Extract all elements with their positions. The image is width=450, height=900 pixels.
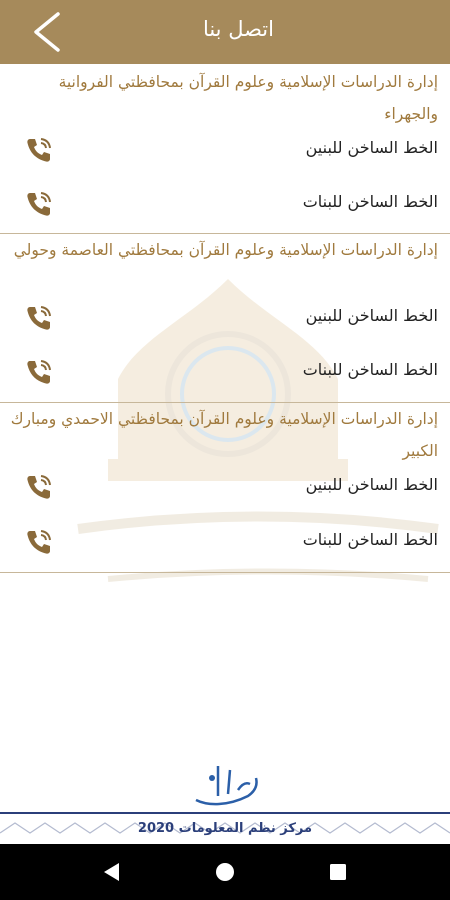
hotline-boys-row[interactable] — [0, 467, 450, 507]
quran-calligraphy-logo — [188, 756, 268, 812]
section-title: إدارة الدراسات الإسلامية وعلوم القرآن بمحافظتي الاحمدي ومبارك الكبير — [10, 410, 438, 460]
hotline-girls-row[interactable] — [0, 184, 450, 224]
hotline-label: الخط الساخن للبنين — [305, 138, 438, 157]
contact-list[interactable] — [0, 64, 450, 844]
hotline-label: الخط الساخن للبنات — [302, 192, 438, 211]
section-title: إدارة الدراسات الإسلامية وعلوم القرآن بمحافظتي العاصمة وحولي — [13, 241, 438, 259]
hotline-label: الخط الساخن للبنين — [305, 306, 438, 325]
hotline-label: الخط الساخن للبنات — [302, 530, 438, 549]
hotline-girls-row[interactable] — [0, 522, 450, 562]
phone-icon[interactable] — [24, 527, 54, 557]
app-bar — [0, 0, 450, 64]
recents-square-icon[interactable] — [324, 858, 352, 886]
page-title: اتصل بنا — [202, 17, 274, 41]
hotline-label: الخط الساخن للبنات — [302, 360, 438, 379]
hotline-boys-row[interactable] — [0, 298, 450, 338]
footer-credit: مركز نظم المعلومات 2020 — [137, 821, 313, 836]
section-capital-hawalli — [0, 234, 450, 403]
phone-icon[interactable] — [24, 357, 54, 387]
chevron-left-icon[interactable] — [28, 10, 72, 54]
hotline-boys-row[interactable] — [0, 130, 450, 170]
hotline-label: الخط الساخن للبنين — [305, 475, 438, 494]
phone-icon[interactable] — [24, 135, 54, 165]
phone-icon[interactable] — [24, 303, 54, 333]
system-navigation-bar — [0, 844, 450, 900]
back-triangle-icon[interactable] — [98, 858, 126, 886]
section-title: إدارة الدراسات الإسلامية وعلوم القرآن بمحافظتي الفروانية والجهراء — [58, 73, 438, 123]
home-circle-icon[interactable] — [211, 858, 239, 886]
hotline-girls-row[interactable] — [0, 352, 450, 392]
phone-icon[interactable] — [24, 189, 54, 219]
section-farwaniya-jahra — [0, 64, 450, 234]
phone-icon[interactable] — [24, 472, 54, 502]
section-ahmadi-mubarak — [0, 403, 450, 573]
footer-banner — [0, 812, 450, 846]
